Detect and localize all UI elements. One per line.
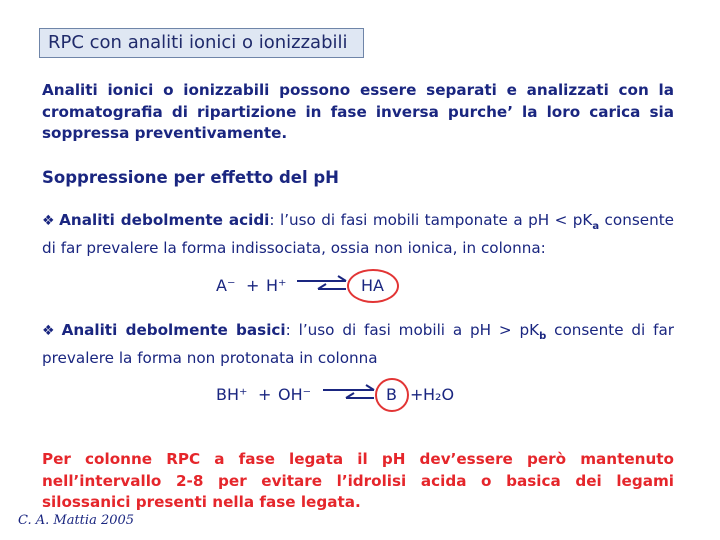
base-hydroxide: OH⁻: [278, 385, 312, 404]
acid-text-before: : l’uso di fasi mobili tamponate a pH < pK: [269, 211, 593, 229]
section-heading: Soppressione per effetto del pH: [42, 168, 339, 187]
base-product: B: [386, 385, 397, 404]
acid-text-after: consente di far prevalere la forma indissociata, ossia non ionica, in colonna:: [42, 211, 675, 257]
slide-title: RPC con analiti ionici o ionizzabili: [39, 28, 364, 58]
base-text-before: : l’uso di fasi mobili a pH > pK: [285, 321, 540, 339]
acid-anion: A⁻: [216, 276, 236, 295]
base-water: H₂O: [423, 385, 455, 404]
acid-subscript: a: [592, 221, 600, 233]
base-text-after: consente di far prevalere la forma non protonata in colonna: [42, 321, 674, 367]
acid-product: HA: [361, 276, 384, 295]
base-subscript: b: [539, 331, 547, 343]
base-plus-1: +: [258, 385, 272, 404]
base-label: Analiti debolmente basici: [61, 321, 286, 339]
author-credit: C. A. Mattia 2005: [18, 513, 135, 528]
diamond-bullet-icon: ❖: [42, 323, 58, 339]
diamond-bullet-icon: ❖: [42, 213, 56, 229]
acid-proton: H⁺: [266, 276, 287, 295]
acid-plus: +: [246, 276, 260, 295]
ph-range-note: Per colonne RPC a fase legata il pH dev’essere però mantenuto nell’intervallo 2-8 per evitare l’idrolisi acida o basica dei legami silossanici presenti nella fase legata.: [42, 450, 674, 511]
acid-label: Analiti debolmente acidi: [59, 211, 270, 229]
intro-paragraph: Analiti ionici o ionizzabili possono essere separati e analizzati con la cromatografia di ripartizione in fase inversa purche’ la loro carica sia soppressa preventivamente.: [42, 81, 674, 142]
base-plus-2: +: [410, 385, 424, 404]
base-cation: BH⁺: [216, 385, 248, 404]
